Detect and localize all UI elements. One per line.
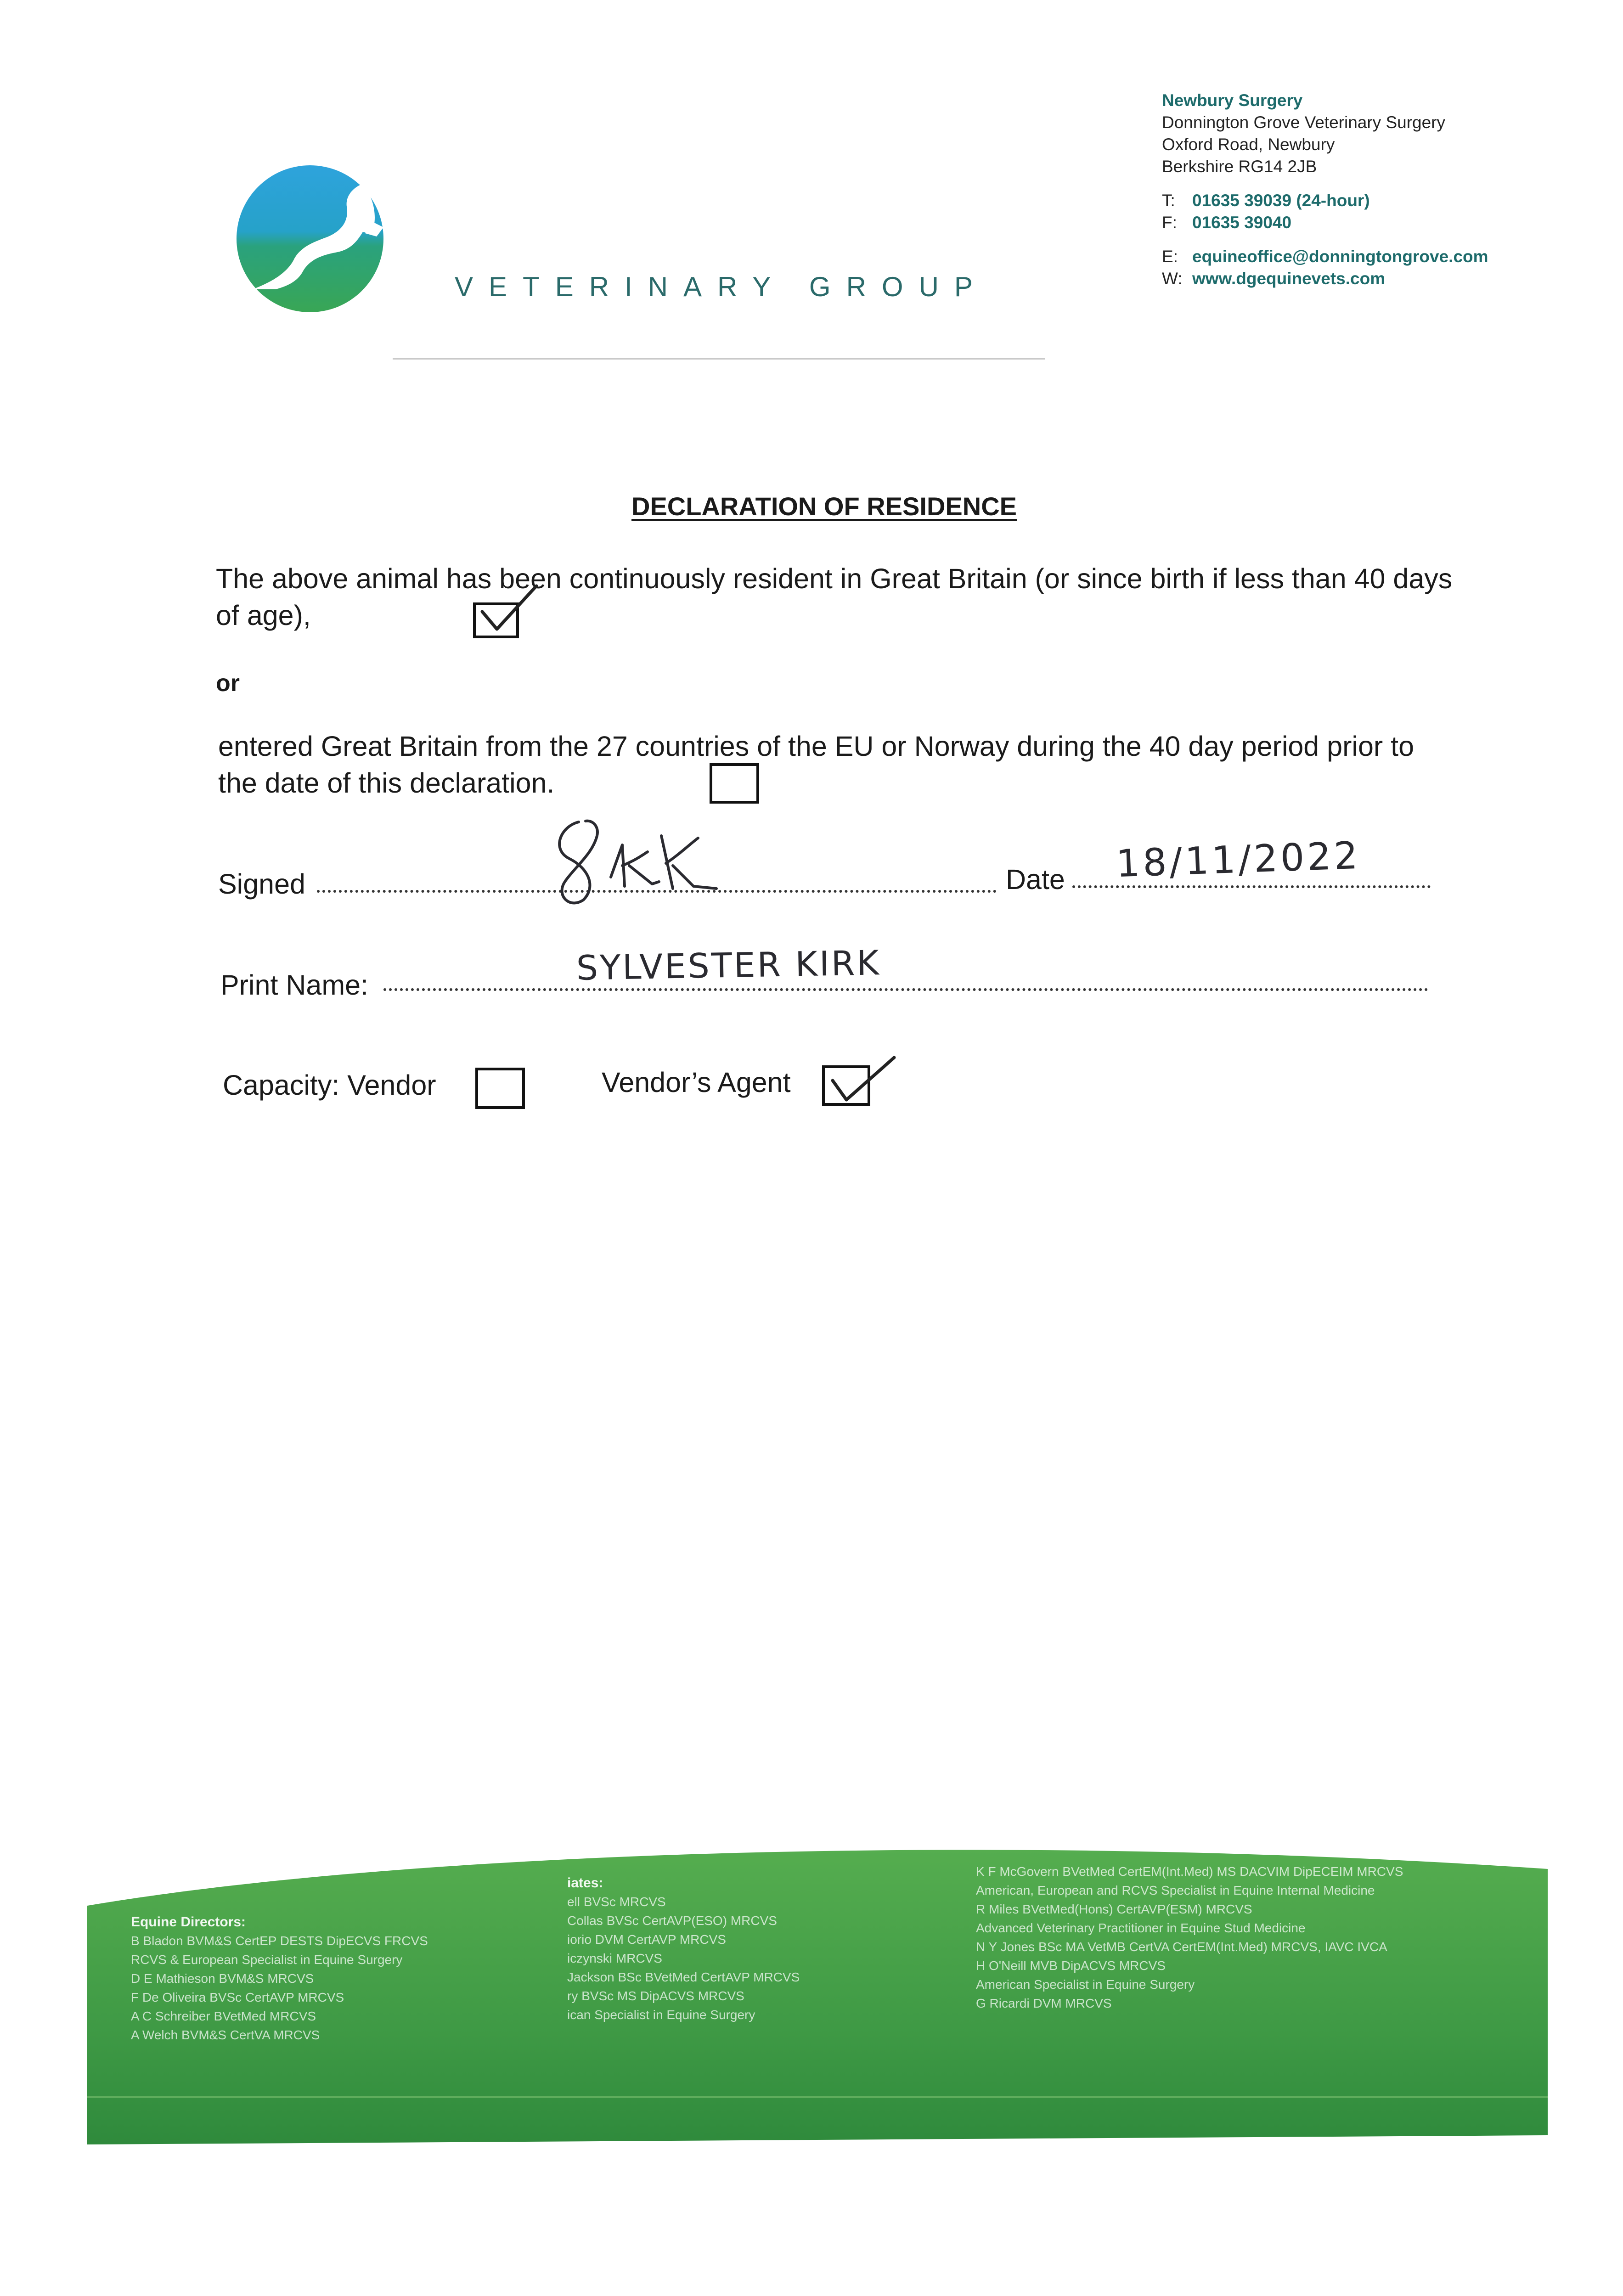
director-entry: A C Schreiber BVetMed MRCVS (131, 2009, 316, 2023)
associate-entry: ell BVSc MRCVS (567, 1895, 666, 1909)
fax-number: 01635 39040 (1192, 213, 1292, 232)
vet-entry: Advanced Veterinary Practitioner in Equine Stud Medicine (976, 1921, 1306, 1935)
date-line (1072, 885, 1431, 888)
capacity-vendor-label: Capacity: Vendor (223, 1069, 436, 1101)
associate-entry: ry BVSc MS DipACVS MRCVS (567, 1989, 744, 2003)
footer-associates (567, 1874, 800, 2024)
fax-row (1162, 212, 1575, 234)
address-line: Oxford Road, Newbury (1162, 135, 1335, 154)
associate-entry: iorio DVM CertAVP MRCVS (567, 1932, 726, 1947)
or-separator: or (216, 670, 240, 697)
fax-label: F: (1162, 213, 1177, 232)
directors-heading: Equine Directors: (131, 1914, 246, 1930)
statement-resident: The above animal has been continuously resident in Great Britain (or since birth if less than 40 days of age), (216, 563, 1453, 631)
director-entry: A Welch BVM&S CertVA MRCVS (131, 2028, 320, 2042)
director-entry: RCVS & European Specialist in Equine Surgery (131, 1953, 403, 1967)
vet-entry: H O'Neill MVB DipACVS MRCVS (976, 1958, 1166, 1973)
date-label: Date (1006, 864, 1065, 895)
signature-scribble[interactable] (542, 808, 749, 914)
email-label: E: (1162, 247, 1178, 266)
director-entry: F De Oliveira BVSc CertAVP MRCVS (131, 1990, 344, 2004)
signed-label: Signed (218, 868, 305, 900)
email-row (1162, 246, 1575, 268)
vet-entry: N Y Jones BSc MA VetMB CertVA CertEM(Int.Med) MRCVS, IAVC IVCA (976, 1940, 1387, 1954)
header-divider (393, 358, 1045, 360)
director-entry: B Bladon BVM&S CertEP DESTS DipECVS FRCVS (131, 1934, 428, 1948)
phone-number: 01635 39039 (24-hour) (1192, 191, 1370, 210)
vendors-agent-label: Vendor’s Agent (602, 1067, 791, 1098)
vet-entry: American Specialist in Equine Surgery (976, 1977, 1195, 1992)
footer-directors (131, 1913, 428, 2044)
web-link[interactable]: www.dgequinevets.com (1192, 269, 1386, 288)
horse-head-logo-icon (225, 152, 390, 321)
address-line: Donnington Grove Veterinary Surgery (1162, 113, 1446, 132)
web-label: W: (1162, 269, 1183, 288)
print-name-handwritten[interactable]: SYLVESTER KIRK (576, 943, 881, 988)
web-row (1162, 268, 1575, 290)
associate-entry: Jackson BSc BVetMed CertAVP MRCVS (567, 1970, 800, 1984)
practice-name: Newbury Surgery (1162, 91, 1303, 110)
footer-other-vets (976, 1862, 1403, 2013)
vet-entry: American, European and RCVS Specialist in Equine Internal Medicine (976, 1883, 1375, 1897)
address-line: Berkshire RG14 2JB (1162, 157, 1317, 176)
associate-entry: iczynski MRCVS (567, 1951, 662, 1965)
vet-entry: G Ricardi DVM MRCVS (976, 1996, 1112, 2010)
date-handwritten[interactable]: 18/11/2022 (1115, 833, 1362, 886)
associates-heading: iates: (567, 1875, 603, 1891)
agent-tick-icon (829, 1054, 898, 1109)
vet-entry: R Miles BVetMed(Hons) CertAVP(ESM) MRCVS (976, 1902, 1252, 1916)
phone-label: T: (1162, 191, 1175, 210)
brand-wordmark: VETERINARY GROUP (455, 271, 988, 302)
entered-checkbox[interactable] (710, 763, 759, 804)
director-entry: D E Mathieson BVM&S MRCVS (131, 1971, 314, 1986)
statement-entered: entered Great Britain from the 27 countries of the EU or Norway during the 40 day period prior to the date of this declaration. (218, 731, 1414, 799)
vet-entry: K F McGovern BVetMed CertEM(Int.Med) MS DACVIM DipECEIM MRCVS (976, 1864, 1403, 1879)
page-title: DECLARATION OF RESIDENCE (631, 492, 1017, 521)
print-name-label: Print Name: (220, 969, 369, 1001)
associate-entry: Collas BVSc CertAVP(ESO) MRCVS (567, 1913, 777, 1928)
associate-entry: ican Specialist in Equine Surgery (567, 2008, 755, 2022)
email-link[interactable]: equineoffice@donningtongrove.com (1192, 247, 1488, 266)
contact-block (1162, 90, 1575, 290)
vendor-checkbox[interactable] (475, 1068, 525, 1109)
resident-tick-icon (478, 583, 540, 638)
phone-row (1162, 190, 1575, 212)
print-name-line (383, 988, 1428, 991)
